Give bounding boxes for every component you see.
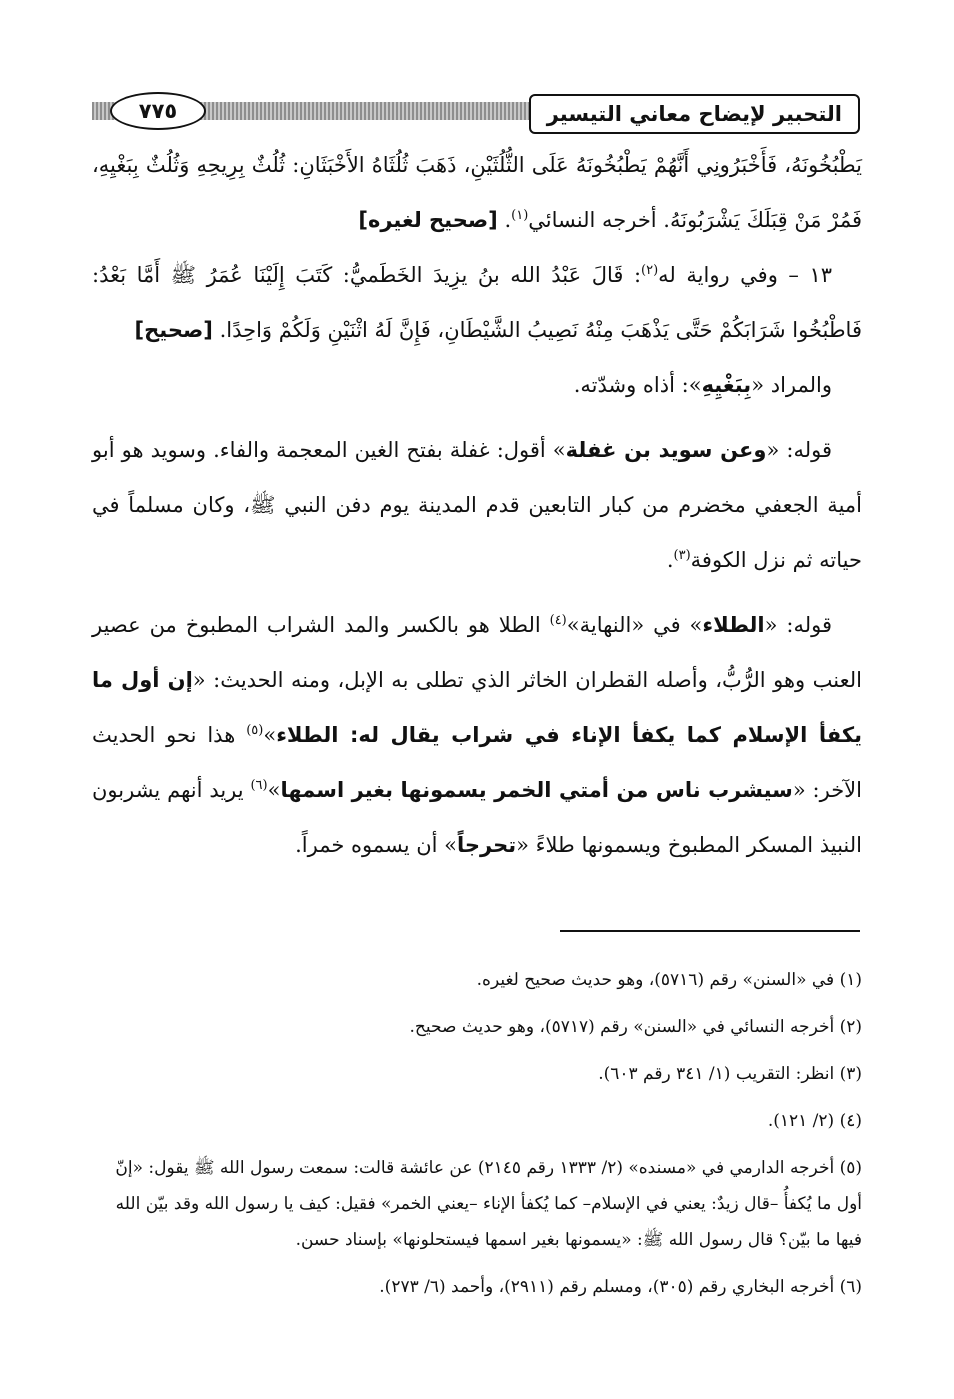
p3-text-5: » <box>267 778 281 802</box>
p3-text-4: هذا نحو الحديث الآخر: « <box>92 723 862 802</box>
meaning-word: بِبَغْيِهِ <box>701 373 752 397</box>
hadith-13 <box>92 248 862 358</box>
hadith-12-continuation: يَطْبُخُونَهُ، فَأَخْبَرُونِي أَنَّهُمْ يَطْبُخُونَهُ عَلَى الثُّلُثَيْنِ، ذَهَبَ ثُلُثَاهُ الأَخْبَثَانِ: ثُلُثٌ بِرِيحِهِ وَثُلُثٌ بِبَغْيِهِ، فَمُرْ مَنْ قِبَلَكَ يَشْرَبُونَهُ. أخرجه النسائي$^{(١)}$. [صحيح لغيره] <box>92 153 862 232</box>
footnote-ref-1: (١) <box>511 208 529 223</box>
hadith-12-line-2: فَمُرْ مَنْ قِبَلَكَ يَشْرَبُونَهُ. أخرجه النسائي <box>528 208 862 232</box>
p3-text-7: » أن يسموه خمراً. <box>295 833 458 857</box>
p3-bold-2: إن أول ما يكفأ الإسلام كما يكفأ الإناء في شراب يقال له: الطلاء <box>92 668 862 747</box>
footnote-3: (٣) انظر: التقريب (١/ ٣٤١ رقم ٦٠٣). <box>598 1064 862 1084</box>
footnotes <box>92 962 862 1305</box>
hadith-13-text: : قَالَ عَبْدُ الله بنُ يزِيدَ الخَطَميُّ: كَتَبَ إِلَيْنَا عُمَرُ ﷺ أَمَّا بَعْدُ: فَاطْبُخُوا شَرَابَكُمْ حَتَّى يَذْهَبَ مِنْهُ نَصِيبُ الشَّيْطَانِ، فَإِنَّ لَهُ اثْنَيْنِ وَلَكُمْ وَاحِدًا. <box>92 263 862 342</box>
p2-end: . <box>666 548 674 572</box>
p3-bold-1: الطلاء <box>702 613 765 637</box>
meaning-line <box>92 358 862 413</box>
footnote-ref-6: (٦) <box>250 778 268 793</box>
footnote-ref-5: (٥) <box>246 723 264 738</box>
footnote-ref-3: (٣) <box>673 548 691 563</box>
footnote-6: (٦) أخرجه البخاري رقم (٣٠٥)، ومسلم رقم (٢٩١١)، وأحمد (٦/ ٢٧٣). <box>379 1277 862 1297</box>
footnote-4: (٤) (٢/ ١٢١). <box>767 1111 862 1131</box>
p3-text-2: الطلا هو بالكسر والمد الشراب المطبوخ من عصير العنب وهو الرُّبُّ، وأصله القطران الخاثر الذي تطلى به الإبل، ومنه الحديث: « <box>92 613 862 692</box>
meaning-rest: »: أذاه وشدّته. <box>573 373 702 397</box>
meaning-prefix: والمراد « <box>751 373 832 397</box>
p3-prefix: قوله: « <box>764 613 832 637</box>
p3-text-1: » في «النهاية» <box>566 613 703 637</box>
hadith-13-prefix: ١٣ – وفي رواية له <box>658 263 832 287</box>
hadith-12-line-1: يَطْبُخُونَهُ، فَأَخْبَرُونِي أَنَّهُمْ يَطْبُخُونَهُ عَلَى الثُّلُثَيْنِ، ذَهَبَ ثُلُثَاهُ الأَخْبَثَانِ: ثُلُثٌ بِرِيحِهِ وَثُلُثٌ بِبَغْيِهِ، <box>92 153 862 177</box>
p2-text: » أقول: غفلة بفتح الغين المعجمة والفاء. وسويد هو أبو أمية الجعفي مخضرم من كبار التابعين قدم المدينة يوم دفن النبي ﷺ، وكان مسلماً في حياته ثم نزل الكوفة <box>92 438 862 572</box>
footnote-ref-4: (٤) <box>549 613 567 628</box>
commentary-tila <box>92 598 862 873</box>
hadith-13-grade: [صحيح] <box>134 318 213 342</box>
p3-text-6: يريد أنهم يشربون النبيذ المسكر المطبوخ ويسمونها طلاءً « <box>92 778 862 857</box>
footnote-5: (٥) أخرجه الدارمي في «مسنده» (٢/ ١٣٣٣ رقم ٢١٤٥) عن عائشة قالت: سمعت رسول الله ﷺ يقول: «إنّ أول ما يُكفأُ –قال زيدٌ: يعني في الإسلام– كما يُكفأ الإناء –يعني الخمر» فقيل: كيف يا رسول الله وقد بيّن الله فيها ما بيّن؟ قال رسول الله ﷺ: «يسمونها بغير اسمها فيستحلونها» بإسناد حسن. <box>115 1158 862 1250</box>
footnote-separator <box>560 930 860 932</box>
running-header <box>92 92 860 136</box>
main-text <box>92 138 862 873</box>
p3-bold-4: تحرجاً <box>457 833 517 857</box>
commentary-suwaid <box>92 423 862 588</box>
page-number: ٧٧٥ <box>110 92 206 130</box>
footnote-ref-2: (٢) <box>641 263 659 278</box>
footnote-1: (١) في «السنن» رقم (٥٧١٦)، وهو حديث صحيح لغيره. <box>476 970 862 990</box>
p3-bold-3: سيشرب ناس من أمتي الخمر يسمونها بغير اسمها <box>280 778 793 802</box>
p2-prefix: قوله: « <box>766 438 832 462</box>
p3-text-3: » <box>263 723 277 747</box>
hadith-12-grade: [صحيح لغيره] <box>358 208 498 232</box>
p2-bold: وعن سويد بن غفلة <box>565 438 767 462</box>
footnote-2: (٢) أخرجه النسائي في «السنن» رقم (٥٧١٧)، وهو حديث صحيح. <box>409 1017 862 1037</box>
book-title: التحبير لإيضاح معاني التيسير <box>529 94 860 134</box>
